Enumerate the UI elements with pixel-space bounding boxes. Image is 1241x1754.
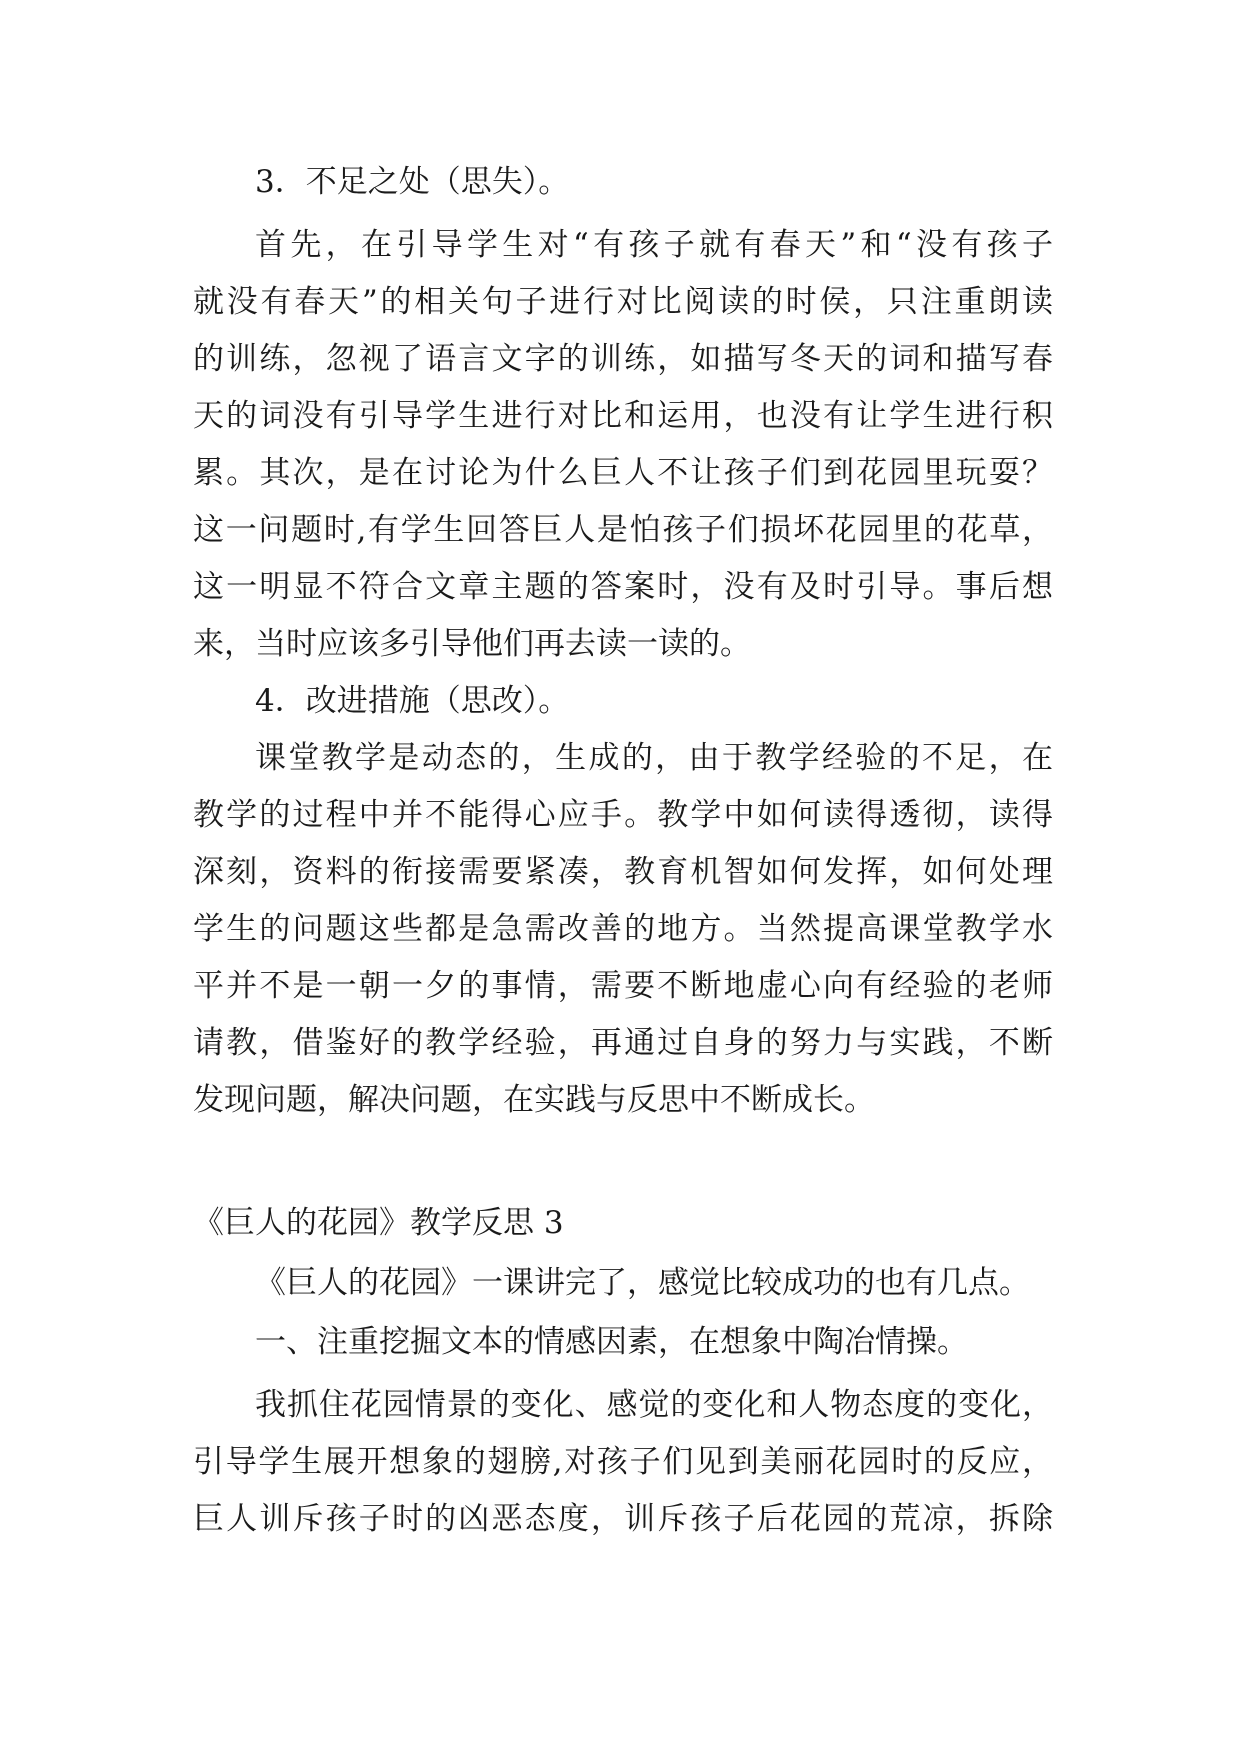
paragraph-line: 的训练，忽视了语言文字的训练，如描写冬天的词和描写春 xyxy=(193,341,1053,377)
paragraph-line: 发现问题，解决问题，在实践与反思中不断成长。 xyxy=(193,1082,875,1118)
paragraph-line: 来，当时应该多引导他们再去读一读的。 xyxy=(193,626,751,662)
paragraph-line: 天的词没有引导学生进行对比和运用，也没有让学生进行积 xyxy=(193,398,1053,434)
paragraph-line: 我抓住花园情景的变化、感觉的变化和人物态度的变化， xyxy=(255,1387,1053,1423)
paragraph-line: 首先，在引导学生对“有孩子就有春天”和“没有孩子 xyxy=(255,227,1053,263)
paragraph-line: 这一明显不符合文章主题的答案时，没有及时引导。事后想 xyxy=(193,569,1053,605)
paragraph-line: 引导学生展开想象的翅膀,对孩子们见到美丽花园时的反应， xyxy=(193,1444,1053,1480)
paragraph-line: 平并不是一朝一夕的事情，需要不断地虚心向有经验的老师 xyxy=(193,968,1053,1004)
section-3-heading: 3．不足之处（思失）。 xyxy=(255,164,570,200)
paragraph-line: 巨人训斥孩子时的凶恶态度，训斥孩子后花园的荒凉，拆除 xyxy=(193,1501,1053,1537)
section-title: 《巨人的花园》教学反思 3 xyxy=(193,1205,564,1241)
point-heading: 一、注重挖掘文本的情感因素，在想象中陶冶情操。 xyxy=(255,1324,968,1360)
paragraph-line: 深刻，资料的衔接需要紧凑，教育机智如何发挥，如何处理 xyxy=(193,854,1053,890)
paragraph-line: 这一问题时,有学生回答巨人是怕孩子们损坏花园里的花草， xyxy=(193,512,1053,548)
paragraph-line: 累。其次，是在讨论为什么巨人不让孩子们到花园里玩耍？ xyxy=(193,455,1053,491)
paragraph-line: 学生的问题这些都是急需改善的地方。当然提高课堂教学水 xyxy=(193,911,1053,947)
paragraph-line: 请教，借鉴好的教学经验，再通过自身的努力与实践，不断 xyxy=(193,1025,1053,1061)
paragraph-line: 教学的过程中并不能得心应手。教学中如何读得透彻，读得 xyxy=(193,797,1053,833)
intro-line: 《巨人的花园》一课讲完了，感觉比较成功的也有几点。 xyxy=(255,1265,1030,1301)
paragraph-line: 课堂教学是动态的，生成的，由于教学经验的不足，在 xyxy=(255,740,1053,776)
paragraph-line: 就没有春天”的相关句子进行对比阅读的时侯，只注重朗读 xyxy=(193,284,1053,320)
section-4-heading: 4．改进措施（思改）。 xyxy=(255,683,570,719)
